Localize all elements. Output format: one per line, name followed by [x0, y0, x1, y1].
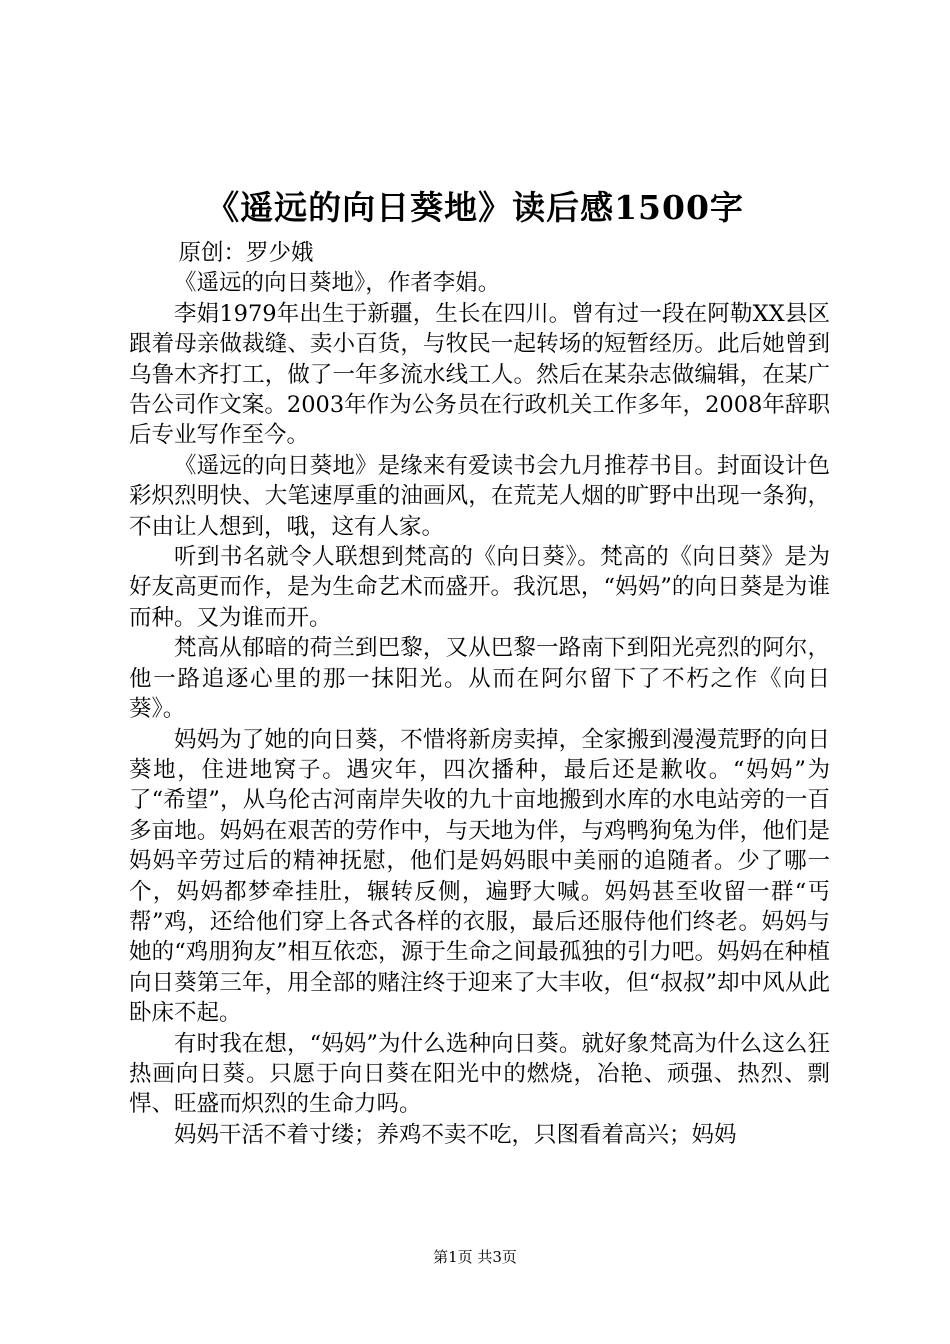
paragraph: 《遥远的向日葵地》是缘来有爱读书会九月推荐书目。封面设计色彩炽烈明快、大笔速厚重的油画风，在荒芜人烟的旷野中出现一条狗，不由让人想到，哦，这有人家。	[129, 452, 830, 540]
paragraph: 妈妈干活不着寸缕；养鸡不卖不吃，只图看着高兴；妈妈	[174, 1121, 737, 1148]
paragraph: 梵高从郁暗的荷兰到巴黎，又从巴黎一路南下到阳光亮烈的阿尔，他一路追逐心里的那一抹阳光。从而在阿尔留下了不朽之作《向日葵》。	[129, 635, 830, 723]
document-body	[129, 238, 830, 1150]
page-footer: 第1页 共3页	[433, 1248, 517, 1266]
paragraph: 妈妈为了她的向日葵，不惜将新房卖掉，全家搬到漫漫荒野的向日葵地，住进地窝子。遇灾年，四次播种，最后还是歉收。“妈妈”为了“希望”，从乌伦古河南岸失收的九十亩地搬到水库的水电站旁的一百多亩地。妈妈在艰苦的劳作中，与天地为伴，与鸡鸭狗兔为伴，他们是妈妈辛劳过后的精神抚慰，他们是妈妈眼中美丽的追随者。少了哪一个，妈妈都梦牵挂肚，辗转反侧，遍野大喊。妈妈甚至收留一群“丐帮”鸡，还给他们穿上各式各样的衣服，最后还服侍他们终老。妈妈与她的“鸡朋狗友”相互依恋，源于生命之间最孤独的引力吧。妈妈在种植向日葵第三年，用全部的赌注终于迎来了大丰收，但“叔叔”却中风从此卧床不起。	[129, 726, 830, 1027]
paragraph: 李娟1979年出生于新疆，生长在四川。曾有过一段在阿勒XX县区跟着母亲做裁缝、卖小百货，与牧民一起转场的短暂经历。此后她曾到乌鲁木齐打工，做了一年多流水线工人。然后在某杂志做编辑，在某广告公司作文案。2003年作为公务员在行政机关工作多年，2008年辞职后专业写作至今。	[129, 300, 830, 449]
paragraph: 有时我在想，“妈妈”为什么选种向日葵。就好象梵高为什么这么狂热画向日葵。只愿于向日葵在阳光中的燃烧，冶艳、顽强、热烈、剽悍、旺盛而炽烈的生命力吗。	[129, 1030, 830, 1118]
document-title: 《遥远的向日葵地》读后感1500字	[206, 188, 744, 227]
paragraph: 《遥远的向日葵地》，作者李娟。	[174, 270, 501, 297]
author-line: 原创：罗少娥	[178, 240, 314, 266]
paragraph: 听到书名就令人联想到梵高的《向日葵》。梵高的《向日葵》是为好友高更而作，是为生命艺术而盛开。我沉思，“妈妈”的向日葵是为谁而种。又为谁而开。	[129, 544, 830, 631]
